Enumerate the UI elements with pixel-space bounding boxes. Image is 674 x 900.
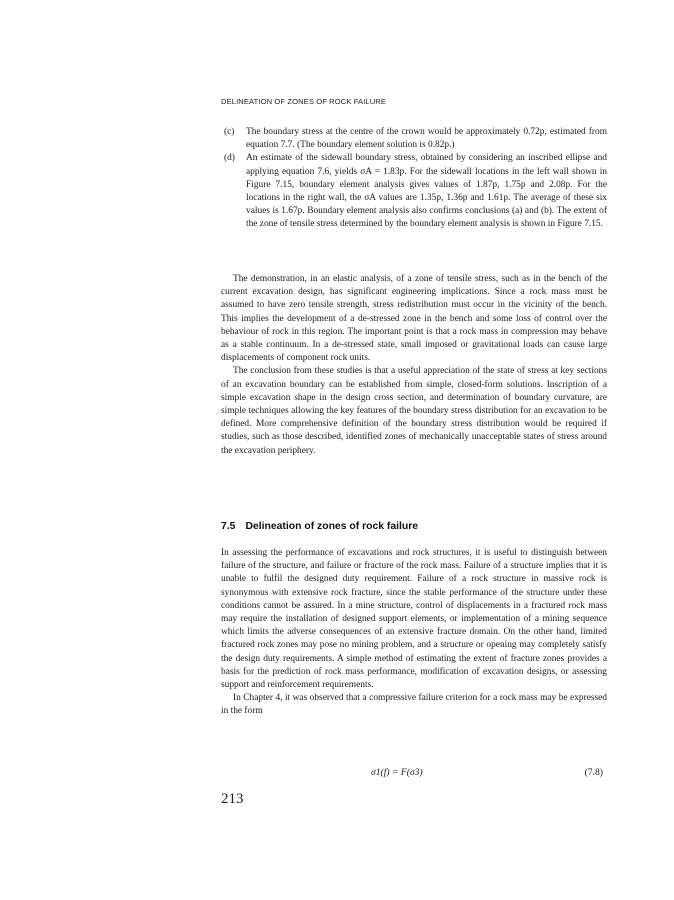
paragraph: The demonstration, in an elastic analysis, of a zone of tensile stress, such as in the bench of the current excavation design, has significant engineering implications. Since a rock mass must be assumed to have zero tensile strength, stress redistribution must occur in the vicinity of the bench. This implies the development of a de-stressed zone in the bench and some loss of control over the behaviour of rock in this region. The important point is that a rock mass in compression may behave as a stable continuum. In a de-stressed state, small imposed or gravitational loads can cause large displacements of component rock units. [221, 274, 607, 364]
list-marker: (c) [224, 127, 235, 137]
equation-number: (7.8) [584, 767, 603, 778]
section-body [221, 547, 607, 719]
paragraph: The conclusion from these studies is that a useful appreciation of the state of stress at key sections of an excavation boundary can be established from simple, closed-form solutions. Inscription of a simple excavation shape in the design cross section, and determination of boundary curvature, are simple techniques allowing the key features of the boundary stress distribution for an excavation to be defined. More comprehensive definition of the boundary stress distribution would be required if studies, such as those described, identified zones of mechanically unacceptable states of stress around the excavation periphery. [221, 366, 607, 456]
section-heading [221, 521, 418, 532]
equation-expression: σ1(f) = F(σ3) [371, 767, 423, 778]
section-number: 7.5 [221, 521, 236, 532]
equation [221, 767, 607, 783]
list-item-text: The boundary stress at the centre of the crown would be approximately 0.72p, estimated from equation 7.7. (The boundary element solution is 0.82p.) [246, 127, 607, 151]
running-header: DELINEATION OF ZONES OF ROCK FAILURE [221, 97, 387, 106]
page-number: 213 [221, 791, 244, 807]
list-item [221, 126, 607, 152]
body-text-block [221, 273, 607, 458]
list-marker: (d) [224, 153, 235, 164]
section-title: Delineation of zones of rock failure [245, 521, 419, 532]
list-item-text: An estimate of the sidewall boundary stress, obtained by considering an inscribed ellipse and applying equation 7.6, yields σA = 1.83p. For the sidewall locations in the left wall shown in Figure 7.15, boundary element analysis gives values of 1.87p, 1.75p and 2.08p. For the locations in the right wall, the σA values are 1.35p, 1.36p and 1.61p. The average of these six values is 1.67p. Boundary element analysis also confirms conclusions (a) and (b). The extent of the zone of tensile stress determined by the boundary element analysis is shown in Figure 7.15. [246, 153, 607, 230]
paragraph: In assessing the performance of excavations and rock structures, it is useful to distinguish between failure of the structure, and failure or fracture of the rock mass. Failure of a structure implies that it is unable to fulfil the designed duty requirement. Failure of a rock structure in massive rock is synonymous with extensive rock fracture, since the stable performance of the structure under these conditions cannot be assured. In a mine structure, control of displacements in a fractured rock mass may require the installation of designed support elements, or implementation of a mining sequence which limits the adverse consequences of an extensive fracture domain. On the other hand, limited fractured rock zones may pose no mining problem, and a structure or opening may completely satisfy the design duty requirements. A simple method of estimating the extent of fracture zones provides a basis for the prediction of rock mass performance, modification of excavation designs, or assessing support and reinforcement requirements. [221, 548, 607, 691]
list-item [221, 152, 607, 231]
enumerated-list [221, 126, 607, 232]
paragraph: In Chapter 4, it was observed that a compressive failure criterion for a rock mass may be expressed in the form [221, 693, 607, 717]
